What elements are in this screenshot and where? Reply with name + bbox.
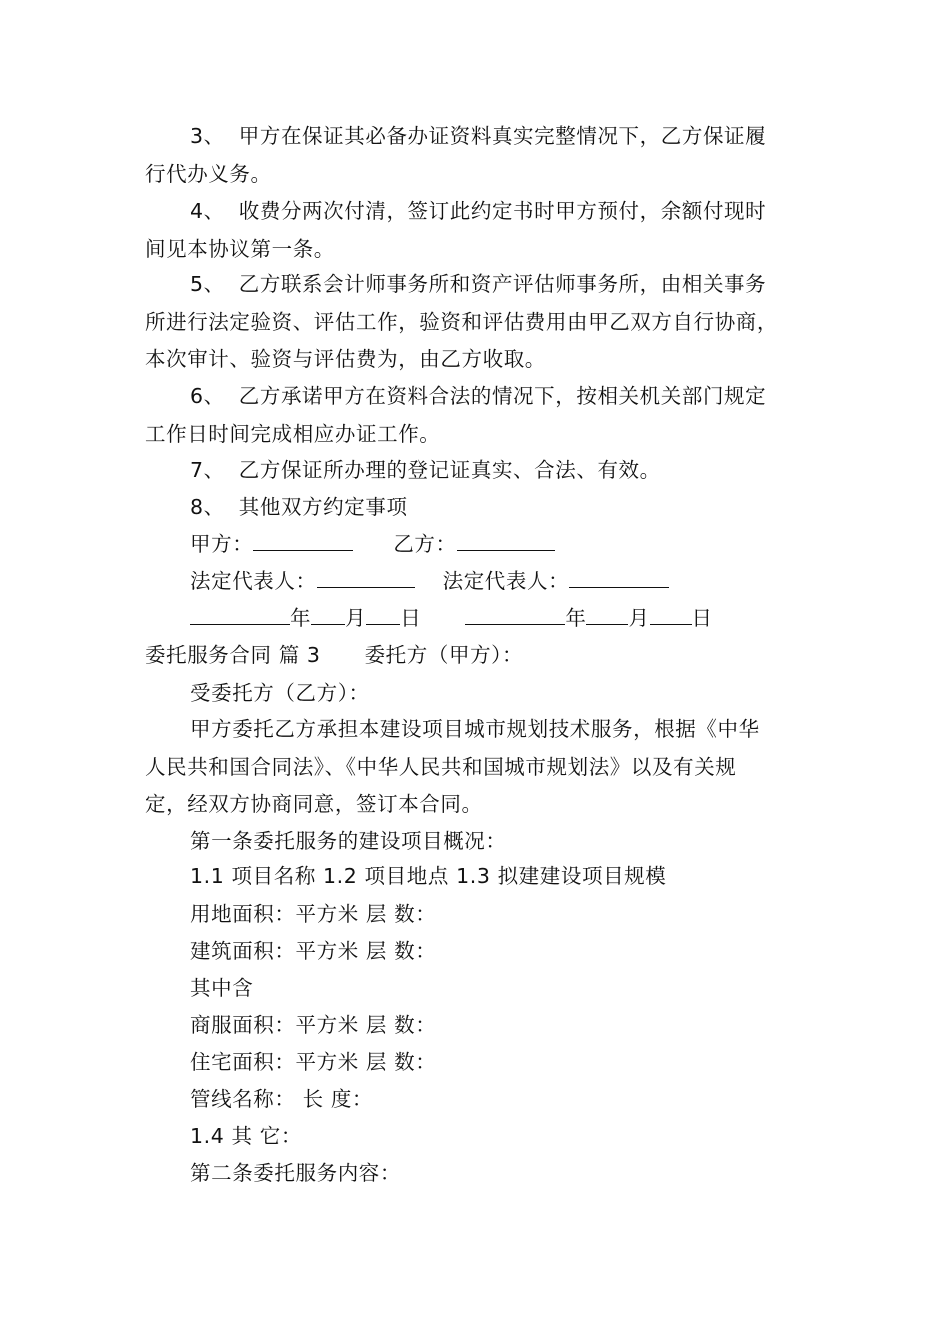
item-3-line-1 bbox=[190, 122, 766, 150]
party-b-label: 乙方： bbox=[393, 532, 457, 556]
intro-line-3: 定，经双方协商同意，签订本合同。 bbox=[145, 792, 483, 816]
article-2-title: 第二条委托服务内容： bbox=[190, 1161, 401, 1185]
client-label: 委托方（甲方）： bbox=[364, 643, 524, 667]
rep-b-label: 法定代表人： bbox=[442, 569, 570, 593]
party-a-label: 甲方： bbox=[190, 532, 254, 556]
item-6-line-2: 工作日时间完成相应办证工作。 bbox=[145, 422, 441, 446]
item-number: 3、 bbox=[190, 124, 225, 148]
land-area-line: 用地面积：平方米 层 数： bbox=[190, 902, 437, 926]
building-area-line: 建筑面积：平方米 层 数： bbox=[190, 939, 437, 963]
party-b-blank bbox=[457, 530, 555, 551]
date-a-year-blank bbox=[190, 604, 290, 625]
item-5-line-2: 所进行法定验资、评估工作，验资和评估费用由甲乙双方自行协商， bbox=[145, 310, 778, 334]
signature-representatives bbox=[190, 567, 669, 595]
item-3-line-2: 行代办义务。 bbox=[145, 162, 272, 186]
article-1-title: 第一条委托服务的建设项目概况： bbox=[190, 829, 507, 853]
item-text: 其他双方约定事项 bbox=[238, 495, 408, 519]
item-7-line-1 bbox=[190, 456, 661, 484]
article-1-items: 1.1 项目名称 1.2 项目地点 1.3 拟建建设项目规模 bbox=[190, 864, 667, 888]
item-number: 7、 bbox=[190, 458, 225, 482]
day-label: 日 bbox=[400, 606, 422, 630]
rep-b-blank bbox=[569, 567, 669, 588]
pipeline-line: 管线名称： 长 度： bbox=[190, 1087, 374, 1111]
year-label: 年 bbox=[290, 606, 312, 630]
item-5-line-3: 本次审计、验资与评估费为，由乙方收取。 bbox=[145, 347, 546, 371]
rep-a-label: 法定代表人： bbox=[190, 569, 317, 593]
date-a-day-blank bbox=[366, 604, 400, 625]
date-b-day-blank bbox=[650, 604, 692, 625]
intro-line-1: 甲方委托乙方承担本建设项目城市规划技术服务，根据《中华 bbox=[190, 717, 760, 741]
item-4-line-1 bbox=[190, 197, 766, 225]
item-number: 6、 bbox=[190, 384, 225, 408]
intro-line-2: 人民共和国合同法》、《中华人民共和国城市规划法》以及有关规 bbox=[145, 755, 737, 779]
rep-a-blank bbox=[317, 567, 415, 588]
contract-3-heading-line bbox=[145, 641, 523, 669]
item-8-line-1 bbox=[190, 493, 408, 521]
item-text: 甲方在保证其必备办证资料真实完整情况下，乙方保证履 bbox=[238, 124, 767, 148]
including-line: 其中含 bbox=[190, 976, 254, 1000]
party-a-blank bbox=[253, 530, 353, 551]
commercial-area-line: 商服面积：平方米 层 数： bbox=[190, 1013, 437, 1037]
item-number: 4、 bbox=[190, 199, 225, 223]
item-text: 收费分两次付清，签订此约定书时甲方预付，余额付现时 bbox=[238, 199, 767, 223]
month-label: 月 bbox=[628, 606, 650, 630]
year-label: 年 bbox=[565, 606, 587, 630]
residential-area-line: 住宅面积：平方米 层 数： bbox=[190, 1050, 437, 1074]
trustee-label: 受委托方（乙方）： bbox=[190, 681, 370, 705]
item-number: 8、 bbox=[190, 495, 225, 519]
item-4-line-2: 间见本协议第一条。 bbox=[145, 237, 335, 261]
item-6-line-1 bbox=[190, 382, 766, 410]
item-number: 5、 bbox=[190, 272, 225, 296]
item-text: 乙方联系会计师事务所和资产评估师事务所，由相关事务 bbox=[238, 272, 767, 296]
signature-dates bbox=[190, 604, 713, 632]
date-a-month-blank bbox=[311, 604, 345, 625]
contract-heading: 委托服务合同 篇 3 bbox=[145, 643, 321, 667]
item-5-line-1 bbox=[190, 270, 766, 298]
day-label: 日 bbox=[691, 606, 713, 630]
signature-parties bbox=[190, 530, 555, 558]
item-text: 乙方承诺甲方在资料合法的情况下，按相关机关部门规定 bbox=[238, 384, 767, 408]
date-b-month-blank bbox=[586, 604, 628, 625]
other-line: 1.4 其 它： bbox=[190, 1124, 302, 1148]
item-text: 乙方保证所办理的登记证真实、合法、有效。 bbox=[238, 458, 661, 482]
month-label: 月 bbox=[345, 606, 367, 630]
date-b-year-blank bbox=[465, 604, 565, 625]
